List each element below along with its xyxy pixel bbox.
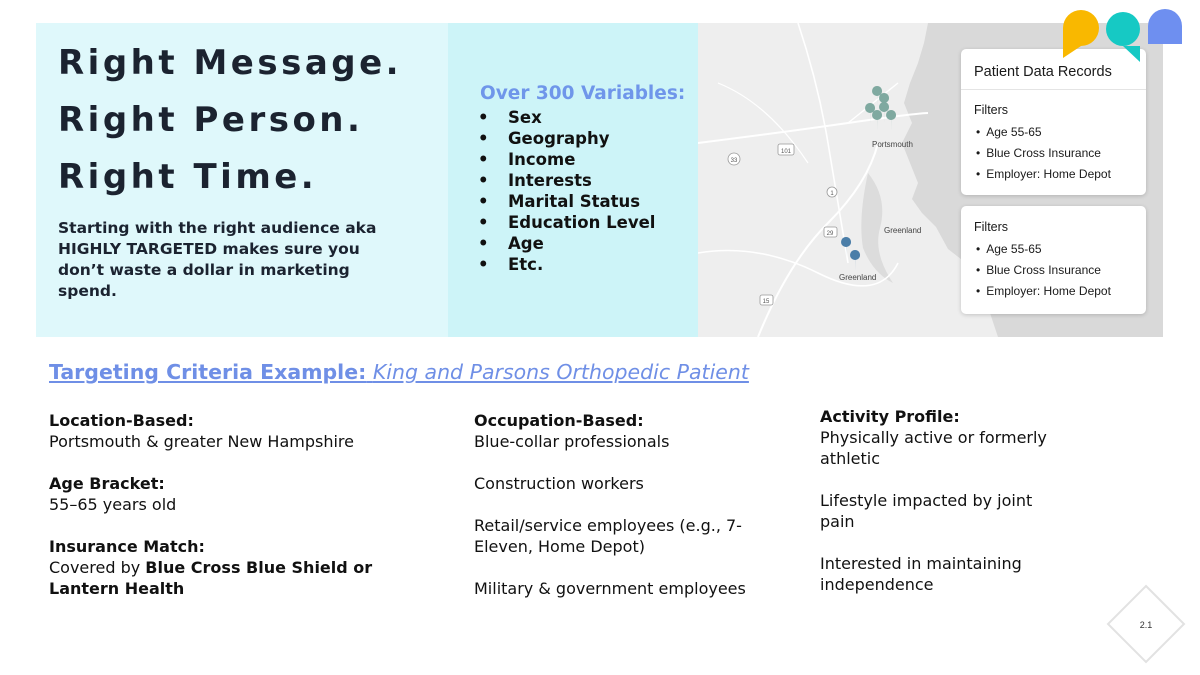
filter-item: • Blue Cross Insurance [976, 143, 1146, 164]
filter-item: • Employer: Home Depot [976, 281, 1146, 302]
headline-line-3: Right Time. [58, 157, 318, 197]
filter-list [961, 234, 1146, 302]
variable-item: • Marital Status [478, 192, 641, 211]
criteria-title-italic: King and Parsons Orthopedic Patient [372, 360, 749, 384]
criteria-column-1 [49, 410, 429, 599]
filter-item: • Age 55-65 [976, 122, 1146, 143]
variables-panel [448, 23, 698, 337]
activity-item: Lifestyle impacted by joint pain [820, 491, 1033, 531]
map-pin-icon [872, 110, 882, 131]
occupation-heading: Occupation-Based: [474, 411, 644, 430]
headline-line-1: Right Message. [58, 43, 403, 83]
filter-item: • Employer: Home Depot [976, 164, 1146, 185]
map-route-label: 15 [762, 299, 770, 305]
criteria-column-3 [820, 406, 1070, 595]
criteria-title-bold: Targeting Criteria Example: [49, 360, 367, 384]
activity-item: Interested in maintaining independence [820, 554, 1022, 594]
map-city-label: Greenland [884, 226, 922, 235]
occupation-item: Retail/service employees (e.g., 7-Eleven, Home Depot) [474, 516, 742, 556]
map-panel [698, 23, 1163, 337]
criteria-column-2 [474, 410, 774, 599]
page-number: 2.1 [1139, 620, 1153, 630]
activity-heading: Activity Profile: [820, 407, 960, 426]
filters-label: Filters [974, 103, 1009, 117]
filters-card [961, 206, 1146, 314]
activity-item: Physically active or formerly athletic [820, 428, 1047, 468]
filters-label: Filters [974, 220, 1009, 234]
variable-item: • Interests [478, 171, 592, 190]
patient-records-card [961, 49, 1146, 195]
location-heading: Location-Based: [49, 411, 194, 430]
headline-line-2: Right Person. [58, 100, 364, 140]
criteria-title [49, 360, 749, 384]
map-pin-icon [850, 250, 860, 271]
filter-list [961, 117, 1146, 185]
variable-item: • Geography [478, 129, 610, 148]
map-pin-icon [886, 110, 896, 131]
map-route-label: 33 [730, 158, 738, 164]
variable-item: • Education Level [478, 213, 656, 232]
map-route-label: 101 [780, 149, 792, 155]
filter-item: • Age 55-65 [976, 239, 1146, 260]
variable-item: • Income [478, 150, 576, 169]
page-number-badge [1106, 584, 1186, 664]
variables-list [478, 107, 655, 275]
filter-item: • Blue Cross Insurance [976, 260, 1146, 281]
variable-item: • Sex [478, 108, 542, 127]
insurance-value: Covered by Blue Cross Blue Shield or Lantern Health [49, 558, 373, 598]
brand-logo-icon [1060, 8, 1190, 64]
occupation-item: Military & government employees [474, 579, 746, 598]
occupation-item: Construction workers [474, 474, 644, 493]
map-city-label: Portsmouth [872, 140, 913, 149]
map-route-label: 29 [826, 231, 834, 237]
card-title: Patient Data Records [961, 49, 1146, 90]
occupation-item: Blue-collar professionals [474, 432, 670, 451]
age-heading: Age Bracket: [49, 474, 165, 493]
map-city-label: Greenland [839, 273, 877, 282]
map-route-label: 1 [830, 191, 834, 197]
variable-item: • Age [478, 234, 544, 253]
insurance-heading: Insurance Match: [49, 537, 205, 556]
age-value: 55–65 years old [49, 495, 177, 514]
hero-body-text: Starting with the right audience aka HIGHLY TARGETED makes sure you don’t waste a dollar in marketing spend. [58, 219, 377, 300]
variables-title: Over 300 Variables: [480, 83, 686, 104]
location-value: Portsmouth & greater New Hampshire [49, 432, 354, 451]
variable-item: • Etc. [478, 255, 544, 274]
hero-panel [36, 23, 448, 337]
